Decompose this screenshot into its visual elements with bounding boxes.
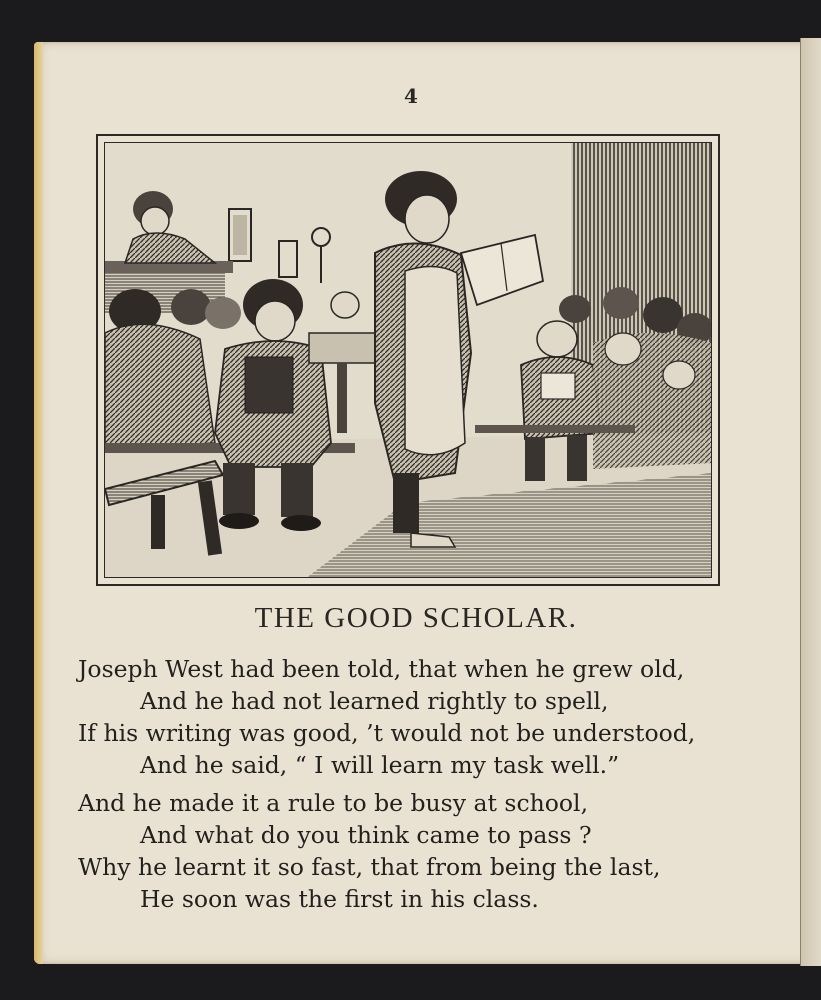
verse-line: And he made it a rule to be busy at school, <box>78 789 589 817</box>
poem-title: THE GOOD SCHOLAR. <box>254 602 578 634</box>
verse-line: Why he learnt it so fast, that from being the last, <box>78 853 661 881</box>
verse-line: And he had not learned rightly to spell, <box>140 687 609 715</box>
stanza-1 <box>78 653 778 781</box>
verse-line: If his writing was good, ’t would not be understood, <box>78 719 696 747</box>
verse-line: And he said, “ I will learn my task well.” <box>140 751 620 779</box>
verse-line: Joseph West had been told, that when he grew old, <box>78 655 685 683</box>
verse-line: He soon was the first in his class. <box>140 885 539 913</box>
page-gilt-edge <box>34 42 43 964</box>
schoolroom-illustration <box>104 142 712 578</box>
illustration-frame <box>96 134 720 586</box>
page-number: 4 <box>404 84 418 108</box>
stanza-2 <box>78 787 778 915</box>
verse-line: And what do you think came to pass ? <box>140 821 592 849</box>
facing-page-edge <box>800 38 821 966</box>
